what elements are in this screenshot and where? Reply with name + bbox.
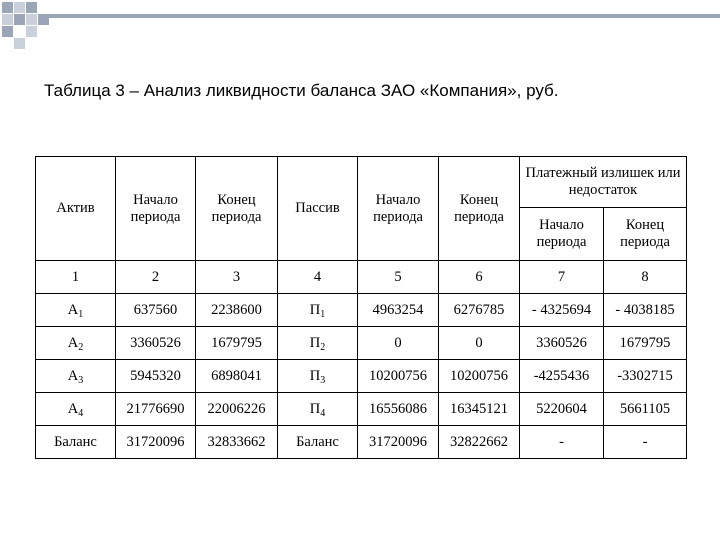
passiv-subscript: 1: [320, 308, 326, 320]
table-row: [36, 393, 687, 426]
decor-square: [14, 14, 25, 25]
table-row-total: [36, 426, 687, 459]
column-number: 7: [520, 261, 604, 294]
table-row: [36, 360, 687, 393]
header-aktiv-end: Конец периода: [196, 157, 278, 261]
passiv-end-value: 32822662: [439, 426, 520, 459]
aktiv-start-value: 21776690: [116, 393, 196, 426]
header-surplus-end: Конец периода: [604, 208, 687, 261]
passiv-label: П: [309, 334, 321, 351]
column-number: 4: [278, 261, 358, 294]
surplus-start-value: -: [520, 426, 604, 459]
table-row: [36, 294, 687, 327]
slide-decoration: [0, 0, 720, 50]
decor-square: [14, 38, 25, 49]
passiv-group: [278, 393, 358, 426]
column-number: 5: [358, 261, 439, 294]
passiv-start-value: 4963254: [358, 294, 439, 327]
passiv-start-value: 0: [358, 327, 439, 360]
passiv-end-value: 16345121: [439, 393, 520, 426]
column-number: 8: [604, 261, 687, 294]
aktiv-end-value: 32833662: [196, 426, 278, 459]
aktiv-subscript: 3: [78, 374, 84, 386]
passiv-start-value: 31720096: [358, 426, 439, 459]
aktiv-label: А: [67, 367, 79, 384]
aktiv-label: А: [67, 301, 79, 318]
passiv-label: Баланс: [296, 433, 339, 450]
header-surplus: Платежный излишек или недостаток: [520, 157, 687, 208]
passiv-subscript: 3: [320, 374, 326, 386]
header-passiv: Пассив: [278, 157, 358, 261]
aktiv-label: А: [67, 334, 79, 351]
passiv-start-value: 10200756: [358, 360, 439, 393]
passiv-end-value: 0: [439, 327, 520, 360]
column-number: 1: [36, 261, 116, 294]
surplus-start-value: 3360526: [520, 327, 604, 360]
header-surplus-start: Начало периода: [520, 208, 604, 261]
column-number-row: [36, 261, 687, 294]
passiv-end-value: 6276785: [439, 294, 520, 327]
passiv-label: П: [309, 301, 321, 318]
surplus-start-value: - 4325694: [520, 294, 604, 327]
aktiv-start-value: 3360526: [116, 327, 196, 360]
passiv-group: [278, 294, 358, 327]
aktiv-end-value: 1679795: [196, 327, 278, 360]
surplus-end-value: - 4038185: [604, 294, 687, 327]
header-aktiv-start: Начало периода: [116, 157, 196, 261]
header-aktiv: Актив: [36, 157, 116, 261]
header-passiv-end: Конец периода: [439, 157, 520, 261]
decor-square: [2, 2, 13, 13]
aktiv-end-value: 6898041: [196, 360, 278, 393]
surplus-start-value: -4255436: [520, 360, 604, 393]
column-number: 3: [196, 261, 278, 294]
liquidity-table: [35, 156, 687, 459]
aktiv-label: А: [67, 400, 79, 417]
passiv-label: П: [309, 367, 321, 384]
decor-square: [26, 14, 37, 25]
header-row: [36, 157, 687, 208]
aktiv-group: [36, 426, 116, 459]
aktiv-end-value: 2238600: [196, 294, 278, 327]
passiv-subscript: 4: [320, 407, 326, 419]
passiv-subscript: 2: [320, 341, 326, 353]
surplus-end-value: -3302715: [604, 360, 687, 393]
decor-square: [26, 2, 37, 13]
table-title: Таблица 3 – Анализ ликвидности баланса ЗАО «Компания», руб.: [44, 81, 559, 100]
decor-square: [2, 26, 13, 37]
aktiv-group: [36, 327, 116, 360]
header-passiv-start: Начало периода: [358, 157, 439, 261]
aktiv-start-value: 31720096: [116, 426, 196, 459]
aktiv-group: [36, 393, 116, 426]
passiv-group: [278, 426, 358, 459]
aktiv-subscript: 4: [78, 407, 84, 419]
decor-square: [26, 26, 37, 37]
aktiv-label: Баланс: [54, 433, 97, 450]
aktiv-group: [36, 360, 116, 393]
aktiv-subscript: 1: [78, 308, 84, 320]
decor-square: [14, 2, 25, 13]
aktiv-end-value: 22006226: [196, 393, 278, 426]
aktiv-start-value: 5945320: [116, 360, 196, 393]
passiv-start-value: 16556086: [358, 393, 439, 426]
column-number: 6: [439, 261, 520, 294]
aktiv-start-value: 637560: [116, 294, 196, 327]
surplus-end-value: 1679795: [604, 327, 687, 360]
table-row: [36, 327, 687, 360]
surplus-end-value: -: [604, 426, 687, 459]
decor-line: [48, 14, 720, 18]
passiv-end-value: 10200756: [439, 360, 520, 393]
passiv-group: [278, 360, 358, 393]
passiv-label: П: [309, 400, 321, 417]
column-number: 2: [116, 261, 196, 294]
decor-square: [38, 14, 49, 25]
surplus-start-value: 5220604: [520, 393, 604, 426]
decor-square: [2, 14, 13, 25]
passiv-group: [278, 327, 358, 360]
surplus-end-value: 5661105: [604, 393, 687, 426]
aktiv-subscript: 2: [78, 341, 84, 353]
aktiv-group: [36, 294, 116, 327]
